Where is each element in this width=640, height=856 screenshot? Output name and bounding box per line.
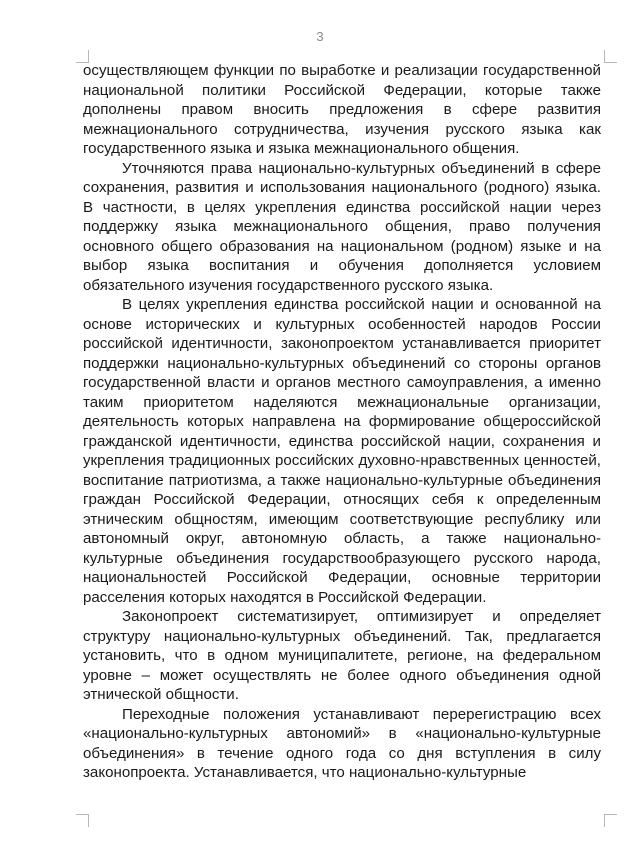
- paragraph-3: В целях укрепления единства российской нации и основанной на основе исторических и культурных особенностей народов России российской идентичности, законопроектом устанавливается приоритет поддержки национально-культурных объединений со стороны органов государственной власти и органов местного самоуправления, а именно таким приоритетом наделяются межнациональные организации, деятельность которых направлена на формирование общероссийской гражданской идентичности, единства российской нации, сохранения и укрепления традиционных российских духовно-нравственных ценностей, воспитание патриотизма, а также национально-культурные объединения граждан Российской Федерации, относящих себя к определенным этническим общностям, имеющим соответствующие республику или автономный округ, автономную область, а также национально-культурные объединения государствообразующего русского народа, национальностей Российской Федерации, основные территории расселения которых находятся в Российской Федерации.: [83, 296, 601, 606]
- document-body: [83, 61, 601, 783]
- paragraph-4: Законопроект систематизирует, оптимизирует и определяет структуру национально-культурных объединений. Так, предлагается установить, что в одном муниципалитете, регионе, на федеральном уровне – может осуществлять не более одного объединения одной этнической общности.: [83, 608, 601, 703]
- paragraph-2: Уточняются права национально-культурных объединений в сфере сохранения, развития и использования национального (родного) языка. В частности, в целях укрепления единства российской нации через поддержку языка межнационального общения, право получения основного общего образования на национальном (родном) языке и на выбор языка воспитания и обучения дополняется условием обязательного изучения государственного русского языка.: [83, 159, 601, 294]
- crop-mark-bottom-right: [604, 814, 617, 827]
- page-number: 3: [316, 29, 324, 44]
- paragraph-1: осуществляющем функции по выработке и реализации государственной национальной политики Российской Федерации, которые также дополнены правом вносить предложения в сфере развития межнационального сотрудничества, изучения русского языка как государственного языка и языка межнационального общения.: [83, 62, 601, 157]
- paragraph-5: Переходные положения устанавливают перерегистрацию всех «национально-культурных автономий» в «национально-культурные объединения» в течение одного года со дня вступления в силу законопроекта. Устанавливается, что национально-культурные: [83, 705, 601, 781]
- crop-mark-bottom-left: [76, 814, 89, 827]
- crop-mark-top-right: [604, 50, 617, 63]
